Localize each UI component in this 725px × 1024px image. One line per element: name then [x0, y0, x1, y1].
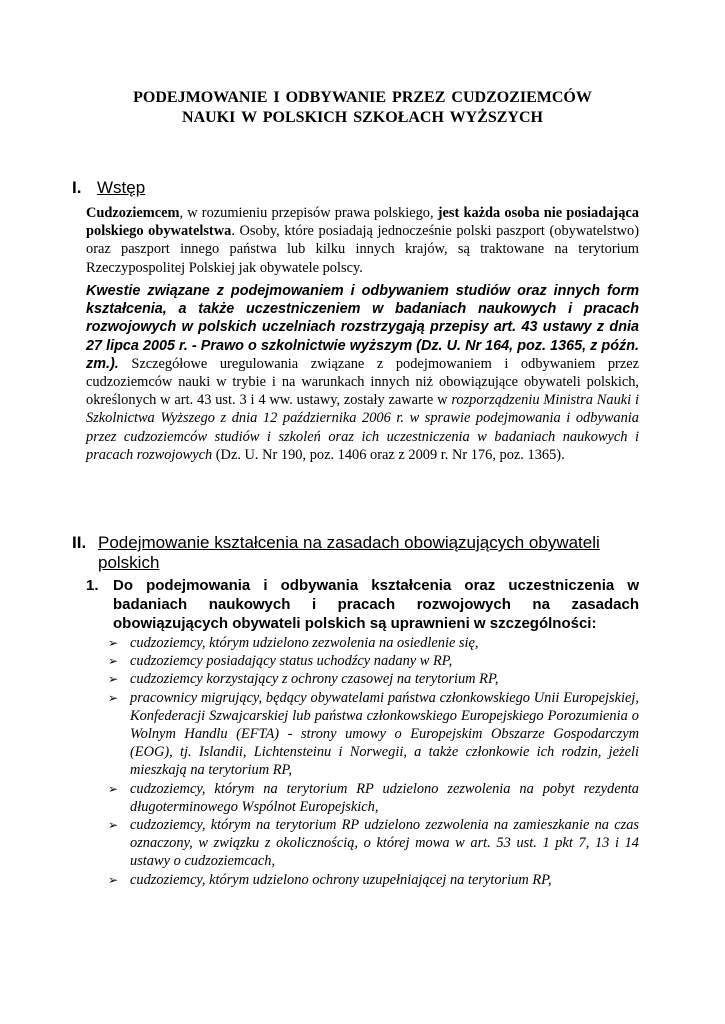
item-1 — [86, 576, 639, 633]
arrow-bullet-icon: ➢ — [108, 872, 119, 887]
arrow-bullet-icon: ➢ — [108, 672, 119, 687]
section-2-heading — [72, 532, 642, 576]
section-1-heading — [72, 177, 632, 199]
paragraph-legal-basis — [86, 282, 639, 464]
title-line-2: NAUKI W POLSKICH SZKOŁACH WYŻSZYCH — [182, 109, 543, 126]
section-2-title-line-2: polskich — [98, 553, 160, 572]
arrow-bullet-icon: ➢ — [108, 690, 119, 705]
item-1-text: Do podejmowania i odbywania kształcenia oraz uczestniczenia w badaniach naukowych i pracach rozwojowych na zasadach obowiązujących obywateli polskich są uprawnieni w szczególności: — [113, 577, 639, 632]
title-line-1: PODEJMOWANIE I ODBYWANIE PRZEZ CUDZOZIEMCÓW — [133, 89, 592, 106]
definition-bold: jest każda osoba nie posiadająca polskiego obywatelstwa — [86, 205, 639, 240]
section-1-number: I. — [72, 178, 82, 197]
section-1-title: Wstęp — [97, 178, 146, 197]
arrow-bullet-icon: ➢ — [108, 781, 119, 796]
list-item: ➢ cudzoziemcy, którym na terytorium RP udzielono zezwolenia na zamieszkanie na czas oznaczony, w związku z okolicznością, o której mowa w art. 53 ust. 1 pkt 7, 13 i 14 ustawy o cudzoziemcach, — [108, 817, 639, 870]
section-2-title-line-1: Podejmowanie kształcenia na zasadach obowiązujących obywateli — [98, 533, 600, 552]
item-1-number: 1. — [86, 577, 99, 594]
list-item: ➢ cudzoziemcy, którym udzielono zezwolenia na osiedlenie się, — [108, 635, 479, 651]
document-title — [60, 88, 665, 128]
list-item: ➢ cudzoziemcy, którym udzielono ochrony uzupełniającej na terytorium RP, — [108, 871, 552, 888]
term-cudzoziemcem: Cudzoziemcem — [86, 205, 180, 221]
arrow-bullet-icon: ➢ — [108, 654, 119, 669]
p1-text-1: , w rozumieniu przepisów prawa polskiego, — [179, 205, 438, 221]
arrow-bullet-icon: ➢ — [108, 636, 119, 650]
arrow-bullet-icon: ➢ — [108, 818, 119, 833]
regulation-title: rozporządzeniu Ministra Nauki i Szkolnictwa Wyższego z dnia 12 października 2006 r. w sprawie podejmowania i odbywania przez cudzoziemców studiów i szkoleń oraz ich uczestniczenia w badaniach naukowych i pracach rozwojowych — [86, 392, 639, 463]
p1-text-2: . Osoby, które posiadają jednocześnie polski paszport (obywatelstwo) oraz paszport innego państwa lub kilku innych krajów, są traktowane na terytorium Rzeczypospolitej Polskiej jak obywatele polscy. — [86, 223, 639, 276]
eligible-list — [108, 634, 639, 889]
list-item: ➢ cudzoziemcy, którym na terytorium RP udzielono zezwolenia na pobyt rezydenta długoterminowego Wspólnot Europejskich, — [108, 780, 639, 815]
section-2-number: II. — [72, 533, 87, 552]
list-item: ➢ pracownicy migrujący, będący obywatelami państwa członkowskiego Unii Europejskiej, Konfederacji Szwajcarskiej lub państwa członkowskiego Europejskiego Porozumienia o Wolnym Handlu (EFTA) - strony umowy o Europejskim Obszarze Gospodarczym (EOG), tj. Islandii, Lichtensteinu i Norwegii, a także członkowie ich rodzin, jeżeli mieszkają na terytorium RP, — [108, 689, 639, 779]
paragraph-definition — [86, 204, 639, 277]
legal-basis-bold: Kwestie związane z podejmowaniem i odbywaniem studiów oraz innych form kształcenia, a także uczestniczeniem w badaniach naukowych i pracach rozwojowych w polskich uczelniach rozstrzygają przepisy art. 43 ustawy z dnia 27 lipca 2005 r. - Prawo o szkolnictwie wyższym (Dz. U. Nr 164, poz. 1365, z późn. zm.). — [86, 283, 639, 372]
p2-text-1: Szczegółowe uregulowania związane z podejmowaniem i odbywaniem przez cudzoziemców nauki w trybie i na warunkach innych niż obowiązujące obywateli polskich, określonych w art. 43 ust. 3 i 4 ww. ustawy, zostały zawarte w — [86, 355, 639, 409]
p2-text-2: (Dz. U. Nr 190, poz. 1406 oraz z 2009 r. Nr 176, poz. 1365). — [212, 446, 565, 463]
list-item: ➢ cudzoziemcy posiadający status uchodźcy nadany w RP, — [108, 653, 453, 670]
list-item: ➢ cudzoziemcy korzystający z ochrony czasowej na terytorium RP, — [108, 671, 499, 688]
